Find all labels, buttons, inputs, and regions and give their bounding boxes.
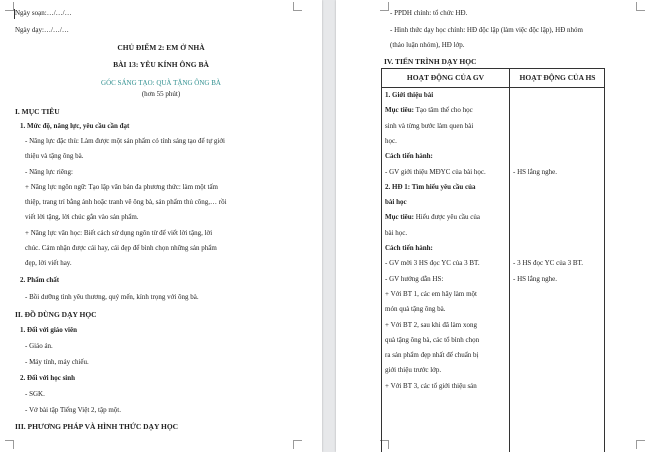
table-column-divider [509, 69, 510, 452]
crop-mark-top-right [293, 2, 302, 11]
table-line-gv: 2. HĐ 1: Tìm hiểu yêu cầu của [385, 182, 476, 191]
date-taught: Ngày dạy:…/…/… [15, 26, 69, 34]
lesson-title: BÀI 13: YÊU KÍNH ÔNG BÀ [113, 60, 209, 69]
theme-title: CHỦ ĐIỂM 2: EM Ở NHÀ [117, 43, 205, 52]
table-line-gv: bài học [385, 198, 407, 207]
section-1-title: I. MỤC TIÊU [15, 107, 60, 116]
body-line: - SGK. [25, 390, 45, 398]
table-line-gv: Mục tiêu: Tạo tâm thế cho học [385, 106, 473, 115]
section-3-title: III. PHƯƠNG PHÁP VÀ HÌNH THỨC DẠY HỌC [15, 422, 179, 431]
table-line-gv: giới thiệu trước lớp. [385, 366, 442, 375]
document-page-left [0, 0, 322, 452]
table-line-hs: - 3 HS đọc YC của 3 BT. [513, 259, 583, 268]
table-line-gv: quà tặng ông bà, các tổ bình chọn [385, 335, 480, 344]
body-line: - Bồi dưỡng tình yêu thương, quý mến, kính trọng với ông bà. [25, 293, 199, 301]
crop-mark-top-right [636, 2, 645, 11]
body-line: (thảo luận nhóm), HĐ lớp. [390, 41, 465, 49]
crop-mark-bottom-right [293, 440, 302, 449]
body-line: - Năng lực riêng: [25, 168, 73, 176]
table-line-hs: - HS lắng nghe. [513, 274, 557, 283]
table-line-gv: + Với BT 2, sau khi đã làm xong [385, 320, 477, 329]
crop-mark-top-left [380, 2, 389, 11]
body-line: - Giáo án. [25, 342, 53, 350]
section-1-sub-1: 1. Mức độ, năng lực, yêu cầu cần đạt [20, 122, 130, 130]
date-prepared: Ngày soạn:…/…/… [15, 9, 72, 17]
section-2-title: II. ĐỒ DÙNG DẠY HỌC [15, 310, 97, 319]
section-1-sub-2: 2. Phẩm chất [20, 276, 60, 284]
table-line-gv: Cách tiến hành: [385, 152, 433, 161]
body-line: - Năng lực đặc thù: Làm được một sản phẩm có tính sáng tạo để tự giới [25, 137, 225, 145]
table-line-gv: món quà tặng ông bà. [385, 305, 446, 314]
crop-mark-bottom-left [5, 440, 14, 449]
table-line-lead: Mục tiêu: [385, 106, 414, 115]
table-line-gv: 1. Giới thiệu bài [385, 91, 434, 99]
body-line: - Vở bài tập Tiếng Việt 2, tập một. [25, 406, 121, 414]
document-page-right [336, 0, 650, 452]
body-line: chúc. Cảm nhận được cái hay, cái đẹp để bình chọn những sản phẩm [25, 244, 217, 252]
body-line: viết lời tặng, lời chúc gắn vào sản phẩm. [25, 213, 139, 221]
table-header-gv: HOẠT ĐỘNG CỦA GV [406, 73, 485, 82]
table-line-gv: học. [385, 136, 397, 145]
table-line-gv: + Với BT 1, các em hãy làm một [385, 289, 477, 298]
corner-title: GÓC SÁNG TẠO: QUÀ TẶNG ÔNG BÀ [101, 79, 221, 87]
body-line: - Máy tính, máy chiếu. [25, 358, 89, 366]
section-2-sub-2: 2. Đối với học sinh [20, 374, 76, 382]
crop-mark-bottom-right [636, 440, 645, 449]
table-line-gv: - GV hướng dẫn HS: [385, 274, 444, 283]
table-line-gv: Cách tiến hành: [385, 244, 433, 252]
table-line-hs: - HS lắng nghe. [513, 167, 557, 176]
table-line-gv: sinh và từng bước làm quen bài [385, 121, 474, 130]
table-line-gv: - GV mời 3 HS đọc YC của 3 BT. [385, 259, 480, 268]
body-line: thiệp, trang trí bằng ảnh hoặc tranh vẽ ông bà, sản phẩm thủ công,… rồi [25, 198, 227, 206]
body-line: + Năng lực ngôn ngữ: Tạo lập văn bản đa phương thức: làm một tấm [25, 183, 218, 191]
table-line-gv: - GV giới thiệu MĐYC của bài học. [385, 167, 486, 176]
body-line: đẹp, lời viết hay. [25, 259, 72, 267]
section-4-title: IV. TIẾN TRÌNH DẠY HỌC [384, 57, 477, 66]
activity-table [381, 68, 605, 452]
crop-mark-top-left [5, 2, 14, 11]
section-2-sub-1: 1. Đối với giáo viên [20, 326, 77, 334]
body-line: thiệu và tặng ông bà. [25, 152, 84, 160]
table-line-gv: Mục tiêu: Hiểu được yêu cầu của [385, 213, 480, 222]
body-line: + Năng lực văn học: Biết cách sử dụng ngôn từ để viết lời tặng, lời [25, 229, 213, 237]
duration: (hơn 55 phút) [141, 90, 181, 98]
table-header-hs: HOẠT ĐỘNG CỦA HS [519, 73, 596, 82]
table-line-gv: bài học. [385, 228, 408, 237]
table-line-gv: + Với BT 3, các tổ giới thiệu sản [385, 381, 477, 390]
body-line: - PPDH chính: tổ chức HĐ. [390, 9, 468, 17]
table-line-lead: Mục tiêu: [385, 213, 414, 222]
table-line-gv: ra sản phẩm đẹp nhất để chuẩn bị [385, 351, 479, 360]
table-header-divider [382, 87, 604, 88]
body-line: - Hình thức dạy học chính: HĐ độc lập (làm việc độc lập), HĐ nhóm [390, 26, 583, 34]
